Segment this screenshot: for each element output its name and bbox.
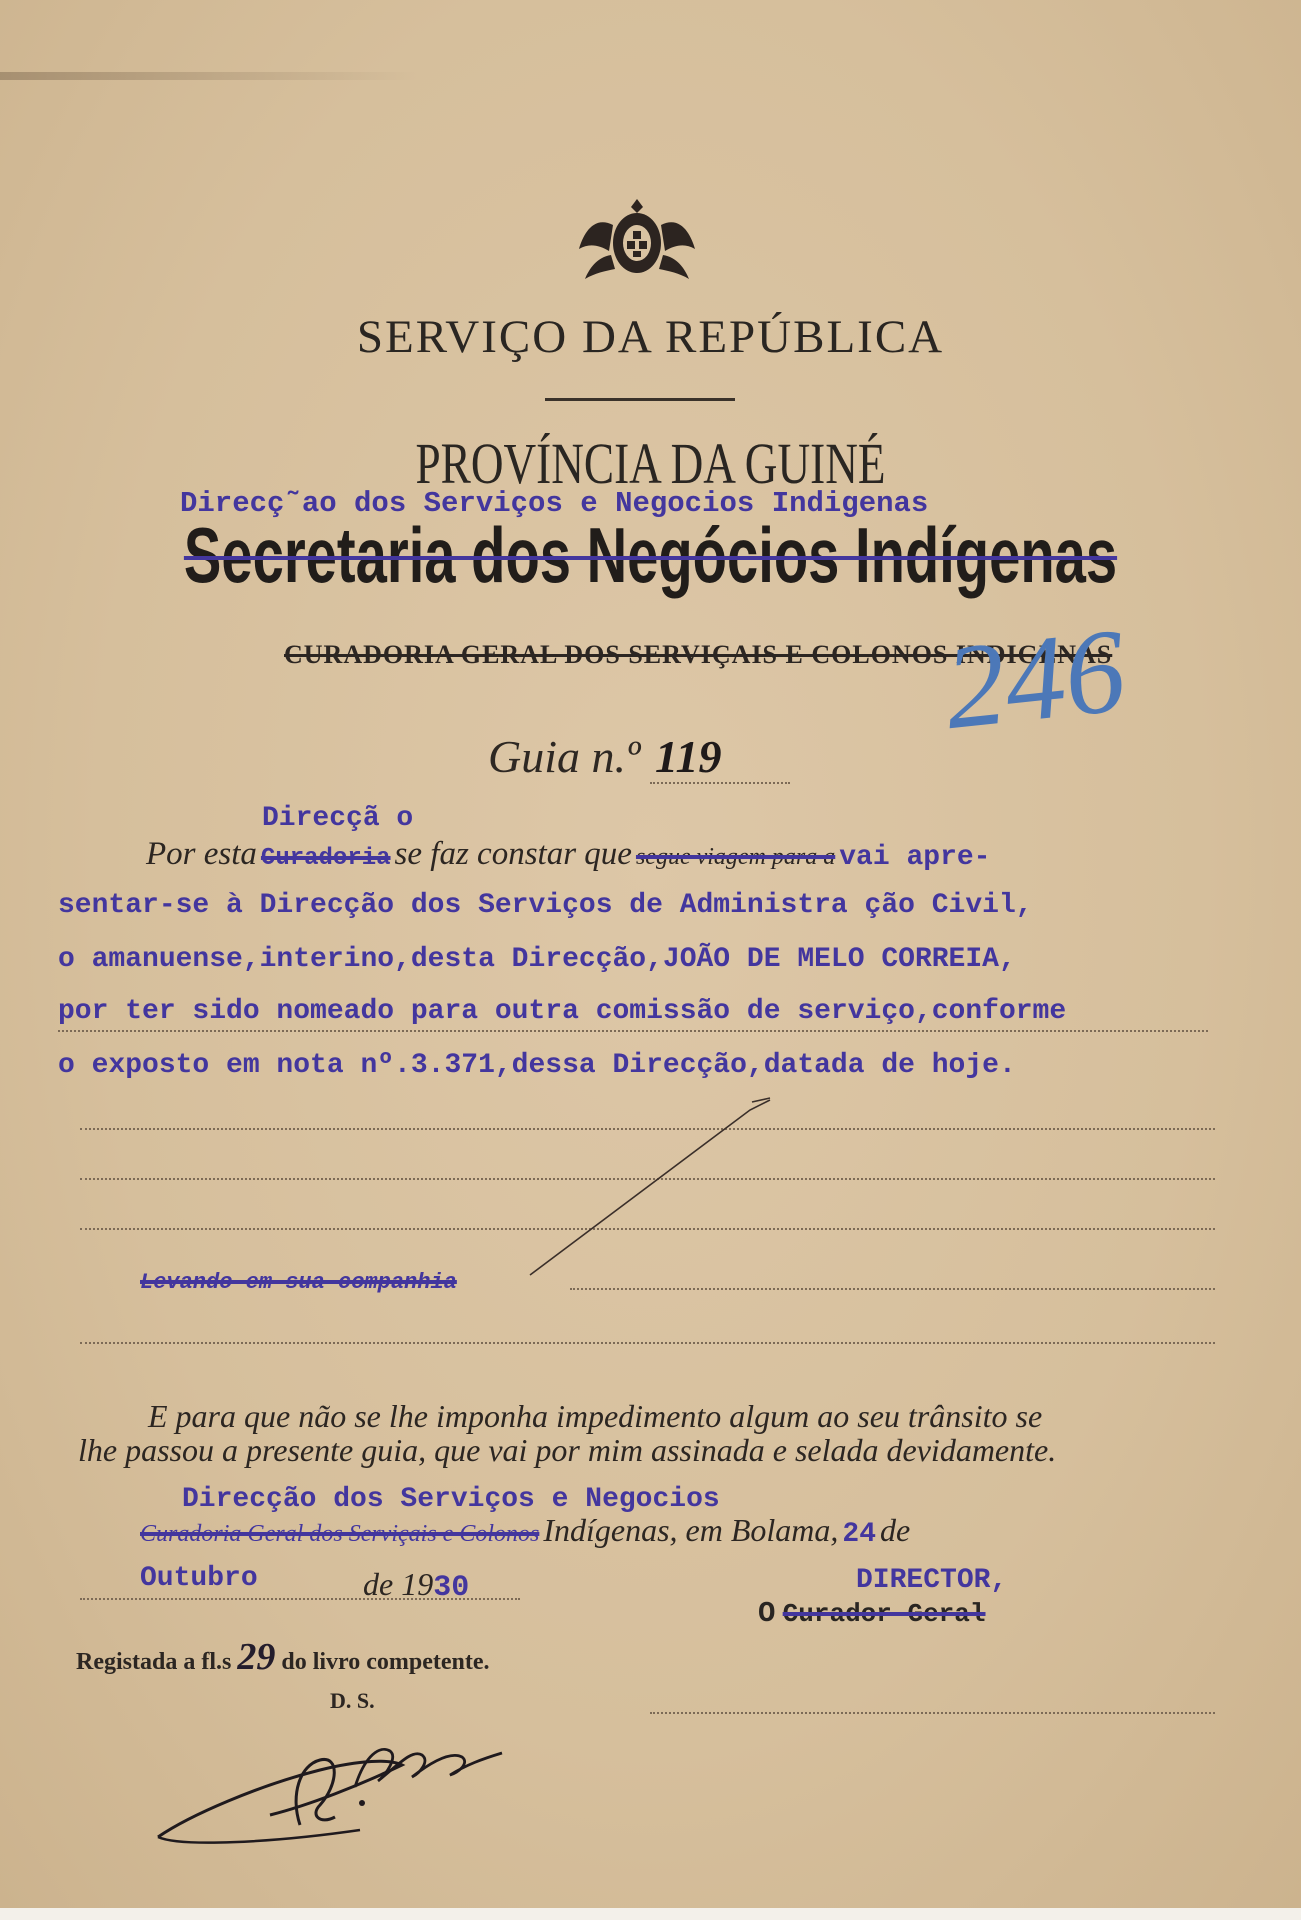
coat-of-arms-emblem [575,195,699,285]
guia-label: Guia n.º [488,731,641,782]
dotted-line-f [80,1342,1215,1344]
registada-lead: Registada a fl.s [76,1649,232,1675]
curadoria-struck: Curadoria [260,845,391,872]
de-19-text: de 19 [363,1566,434,1602]
header-divider [545,398,735,401]
handwritten-signature [150,1715,520,1850]
body-line-3: o amanuense,interino,desta Direcção,JOÃO DE MELO CORREIA, [58,944,1016,975]
secretaria-text: Secretaria dos Negócios Indígenas [183,511,1118,599]
guia-dotted-line [650,782,790,784]
paragraph-line-1 [146,836,990,873]
vai-apresentar: vai apre- [839,842,991,873]
header-secretaria-struck [182,510,1119,601]
header-servico-da-republica: SERVIÇO DA REPÚBLICA [356,311,945,363]
segue-viagem-struck: segue viagem para a [635,844,836,870]
ds-label: D. S. [330,1688,375,1713]
body-line-2: sentar-se à Direcção dos Serviços de Administra ção Civil, [58,890,1033,921]
curador-line [758,1596,986,1630]
diagonal-pen-stroke [520,1090,780,1280]
pencil-reference-number: 246 [938,602,1132,755]
por-esta: Por esta [146,836,257,872]
registada-line [76,1635,490,1679]
signature-dotted-line [650,1712,1215,1714]
header-curadoria-struck: CURADORIA GERAL DOS SERVIÇAIS E COLONOS INDIGENAS [284,640,1113,669]
director-typed: DIRECTOR, [856,1565,1008,1596]
body-line-5: o exposto em nota nº.3.371,dessa Direcção,datada de hoje. [58,1050,1016,1081]
o-prefix: O [758,1597,776,1630]
year-suffix-typed: 30 [433,1571,470,1605]
typed-direccao-footer: Direcção dos Serviços e Negocios [182,1484,720,1515]
closing-line-1: E para que não se lhe imponha impedimento algum ao seu trânsito se [148,1398,1043,1434]
folio-handwritten: 29 [237,1636,276,1678]
curador-geral-struck: Curador Geral [782,1599,986,1629]
curadoria-geral-struck: Curadoria Geral dos Serviçais e Colonos [140,1521,540,1547]
header-provincia: PROVÍNCIA DA GUINÉ [415,431,886,496]
place-text: Indígenas, em Bolama, [543,1512,839,1548]
levando-struck: Levando em sua companhia [140,1270,457,1295]
de-text: de [880,1512,911,1548]
paper-fold [0,72,420,80]
faz-constar: se faz constar que [394,836,632,872]
body-line-4: por ter sido nomeado para outra comissão de serviço,conforme [58,996,1067,1027]
dotted-line-e [570,1288,1215,1290]
registada-tail: do livro competente. [281,1649,490,1675]
closing-line-2: lhe passou a presente guia, que vai por mim assinada e selada devidamente. [78,1432,1057,1468]
day-typed: 24 [842,1519,876,1550]
date-dotted-line [80,1598,520,1600]
guia-number: 119 [655,731,722,782]
typed-direccao-insert: Direcçã o [262,803,414,834]
month-typed: Outubro [140,1563,258,1594]
typed-direccao-header: Direcç˜ao dos Serviços e Negocios Indigenas [180,487,929,520]
footer-place-line [140,1512,910,1550]
dotted-line-a [58,1030,1208,1032]
